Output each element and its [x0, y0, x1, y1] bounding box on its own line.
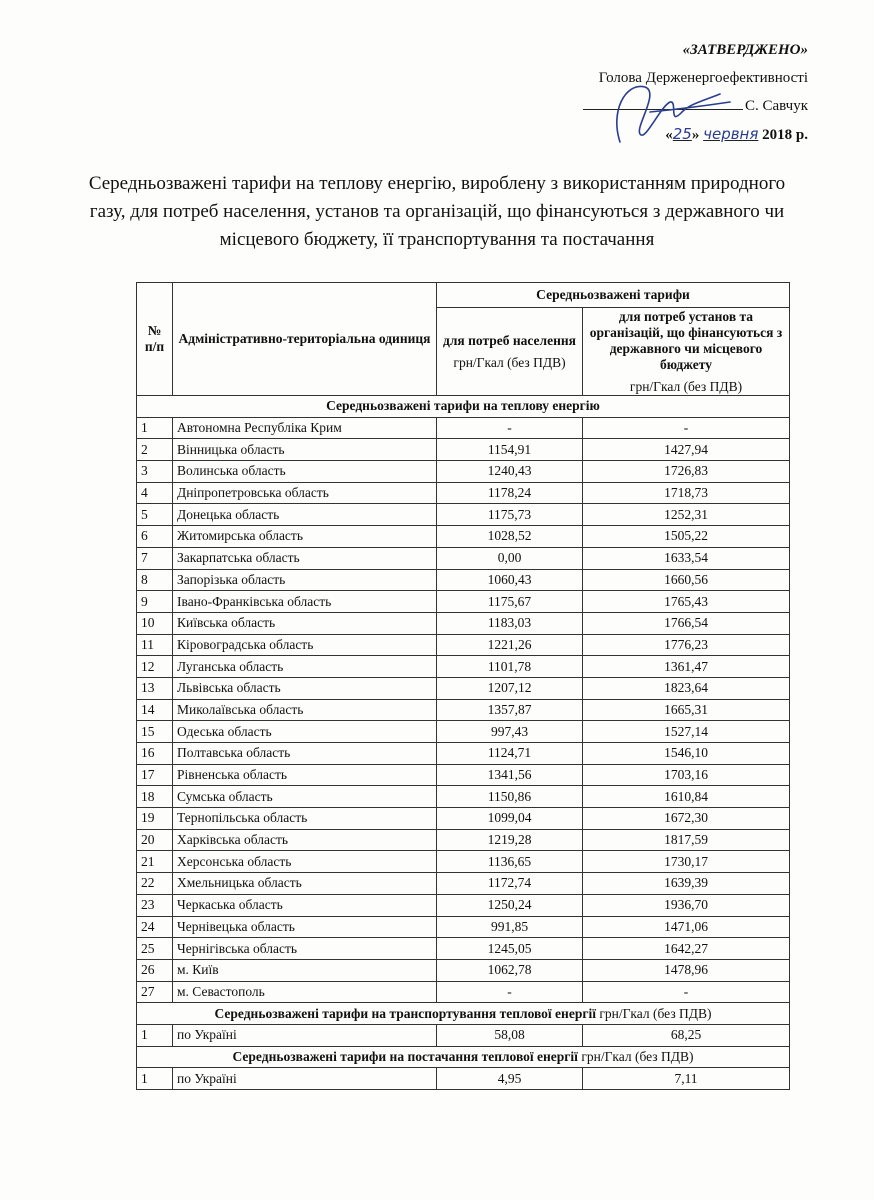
cell-institutions: 1471,06 — [583, 916, 790, 938]
table-row — [137, 591, 790, 613]
cell-institutions: 1766,54 — [583, 612, 790, 634]
header-institutions — [583, 308, 790, 396]
cell-population: 991,85 — [437, 916, 583, 938]
cell-population: 1172,74 — [437, 873, 583, 895]
section-transport-title — [137, 1003, 790, 1025]
table-row — [137, 808, 790, 830]
date-month: червня — [703, 125, 759, 143]
section-transport-row — [137, 1003, 790, 1025]
table-row — [137, 959, 790, 981]
cell-admin-unit: по Україні — [173, 1024, 437, 1046]
table-row — [137, 981, 790, 1003]
cell-institutions: 1665,31 — [583, 699, 790, 721]
table-row — [137, 569, 790, 591]
cell-no: 22 — [137, 873, 173, 895]
cell-no: 7 — [137, 547, 173, 569]
cell-population: 1136,65 — [437, 851, 583, 873]
cell-population: 58,08 — [437, 1024, 583, 1046]
cell-admin-unit: Київська область — [173, 612, 437, 634]
header-institutions-label: для потреб установ та організацій, що фінансуються з державного чи місцевого бюджету — [589, 308, 783, 372]
cell-no: 5 — [137, 504, 173, 526]
cell-no: 4 — [137, 482, 173, 504]
cell-institutions: 1610,84 — [583, 786, 790, 808]
cell-admin-unit: Херсонська область — [173, 851, 437, 873]
cell-institutions: 1823,64 — [583, 677, 790, 699]
cell-population: 1060,43 — [437, 569, 583, 591]
cell-population: 1219,28 — [437, 829, 583, 851]
cell-admin-unit: Сумська область — [173, 786, 437, 808]
date-open-quote: « — [665, 127, 673, 143]
cell-no: 1 — [137, 417, 173, 439]
approval-position: Голова Держенергоефективності — [598, 70, 808, 86]
table-row — [137, 938, 790, 960]
table-row — [137, 482, 790, 504]
cell-population: 1175,73 — [437, 504, 583, 526]
approval-signatory — [548, 92, 808, 120]
cell-no: 20 — [137, 829, 173, 851]
cell-institutions: 1718,73 — [583, 482, 790, 504]
cell-admin-unit: Івано-Франківська область — [173, 591, 437, 613]
cell-no: 24 — [137, 916, 173, 938]
cell-no: 2 — [137, 439, 173, 461]
cell-no: 11 — [137, 634, 173, 656]
cell-admin-unit: Автономна Республіка Крим — [173, 417, 437, 439]
cell-admin-unit: Дніпропетровська область — [173, 482, 437, 504]
cell-admin-unit: Луганська область — [173, 656, 437, 678]
cell-institutions: 7,11 — [583, 1068, 790, 1090]
cell-institutions: - — [583, 981, 790, 1003]
cell-no: 18 — [137, 786, 173, 808]
cell-no: 9 — [137, 591, 173, 613]
section-heat-row — [137, 396, 790, 418]
cell-institutions: 1730,17 — [583, 851, 790, 873]
cell-admin-unit: Волинська область — [173, 461, 437, 483]
document-title: Середньозважені тарифи на теплову енергію, вироблену з використанням природного газу, для потреб населення, установ та організацій, що фінансуються з державного чи місцевого бюджету, її транспортування та постачання — [88, 173, 786, 250]
cell-admin-unit: Чернівецька область — [173, 916, 437, 938]
date-day: 25 — [672, 125, 692, 143]
table-row — [137, 526, 790, 548]
table-row — [137, 829, 790, 851]
section-heat-title: Середньозважені тарифи на теплову енергію — [137, 396, 790, 418]
cell-population: 4,95 — [437, 1068, 583, 1090]
cell-institutions: 1776,23 — [583, 634, 790, 656]
header-population-unit: грн/Гкал (без ПДВ) — [453, 354, 566, 370]
cell-population: 1341,56 — [437, 764, 583, 786]
header-population — [437, 308, 583, 396]
cell-admin-unit: Житомирська область — [173, 526, 437, 548]
cell-institutions: 1252,31 — [583, 504, 790, 526]
cell-admin-unit: Тернопільська область — [173, 808, 437, 830]
cell-institutions: 1765,43 — [583, 591, 790, 613]
table-row — [137, 894, 790, 916]
table-row — [137, 743, 790, 765]
cell-population: 1183,03 — [437, 612, 583, 634]
signature-line — [583, 95, 743, 110]
table-row — [137, 851, 790, 873]
date-close-quote: » — [691, 127, 700, 143]
table-row — [137, 916, 790, 938]
cell-population: 1357,87 — [437, 699, 583, 721]
cell-no: 25 — [137, 938, 173, 960]
header-tariffs: Середньозважені тарифи — [437, 283, 790, 308]
cell-admin-unit: Рівненська область — [173, 764, 437, 786]
cell-institutions: 1660,56 — [583, 569, 790, 591]
table-row — [137, 786, 790, 808]
table-row — [137, 634, 790, 656]
cell-no: 1 — [137, 1068, 173, 1090]
cell-population: 1240,43 — [437, 461, 583, 483]
section-transport-label: Середньозважені тарифи на транспортування теплової енергії — [214, 1005, 596, 1021]
cell-institutions: - — [583, 417, 790, 439]
cell-no: 23 — [137, 894, 173, 916]
cell-population: 1250,24 — [437, 894, 583, 916]
table-row — [137, 699, 790, 721]
table-row — [137, 417, 790, 439]
cell-admin-unit: Кіровоградська область — [173, 634, 437, 656]
header-no: № п/п — [137, 283, 173, 396]
cell-no: 26 — [137, 959, 173, 981]
cell-admin-unit: Закарпатська область — [173, 547, 437, 569]
cell-institutions: 1817,59 — [583, 829, 790, 851]
cell-no: 21 — [137, 851, 173, 873]
approval-date — [548, 120, 808, 149]
cell-admin-unit: Запорізька область — [173, 569, 437, 591]
cell-population: 1099,04 — [437, 808, 583, 830]
cell-population: 997,43 — [437, 721, 583, 743]
cell-no: 17 — [137, 764, 173, 786]
table-row — [137, 721, 790, 743]
cell-population: 1150,86 — [437, 786, 583, 808]
cell-population: 1245,05 — [437, 938, 583, 960]
table-row — [137, 764, 790, 786]
table-row — [137, 656, 790, 678]
cell-admin-unit: Хмельницька область — [173, 873, 437, 895]
table-row — [137, 1024, 790, 1046]
table-row — [137, 1068, 790, 1090]
table-row — [137, 461, 790, 483]
cell-no: 12 — [137, 656, 173, 678]
cell-admin-unit: Харківська область — [173, 829, 437, 851]
cell-population: - — [437, 417, 583, 439]
cell-admin-unit: Вінницька область — [173, 439, 437, 461]
header-admin-unit: Адміністративно-територіальна одиниця — [173, 283, 437, 396]
section-supply-row — [137, 1046, 790, 1068]
table-row — [137, 612, 790, 634]
tariffs-table — [136, 282, 790, 1090]
cell-admin-unit: Чернігівська область — [173, 938, 437, 960]
cell-institutions: 1361,47 — [583, 656, 790, 678]
cell-population: 1178,24 — [437, 482, 583, 504]
cell-population: 1062,78 — [437, 959, 583, 981]
cell-population: 1175,67 — [437, 591, 583, 613]
cell-no: 3 — [137, 461, 173, 483]
cell-admin-unit: по Україні — [173, 1068, 437, 1090]
cell-population: 1124,71 — [437, 743, 583, 765]
cell-institutions: 68,25 — [583, 1024, 790, 1046]
cell-population: - — [437, 981, 583, 1003]
cell-admin-unit: Черкаська область — [173, 894, 437, 916]
table-row — [137, 873, 790, 895]
cell-no: 14 — [137, 699, 173, 721]
cell-no: 8 — [137, 569, 173, 591]
cell-population: 1154,91 — [437, 439, 583, 461]
cell-population: 1207,12 — [437, 677, 583, 699]
cell-no: 15 — [137, 721, 173, 743]
cell-institutions: 1642,27 — [583, 938, 790, 960]
cell-no: 27 — [137, 981, 173, 1003]
cell-institutions: 1427,94 — [583, 439, 790, 461]
cell-no: 13 — [137, 677, 173, 699]
section-transport-unit: грн/Гкал (без ПДВ) — [599, 1005, 712, 1021]
cell-institutions: 1703,16 — [583, 764, 790, 786]
table-row — [137, 439, 790, 461]
approval-name: С. Савчук — [744, 98, 808, 114]
cell-no: 6 — [137, 526, 173, 548]
cell-admin-unit: м. Севастополь — [173, 981, 437, 1003]
header-institutions-unit: грн/Гкал (без ПДВ) — [629, 378, 743, 394]
cell-institutions: 1633,54 — [583, 547, 790, 569]
cell-no: 1 — [137, 1024, 173, 1046]
cell-admin-unit: Полтавська область — [173, 743, 437, 765]
cell-institutions: 1527,14 — [583, 721, 790, 743]
cell-admin-unit: Львівська область — [173, 677, 437, 699]
cell-institutions: 1505,22 — [583, 526, 790, 548]
cell-no: 16 — [137, 743, 173, 765]
cell-admin-unit: м. Київ — [173, 959, 437, 981]
section-supply-label: Середньозважені тарифи на постачання теплової енергії — [232, 1048, 578, 1064]
table-row — [137, 677, 790, 699]
cell-institutions: 1936,70 — [583, 894, 790, 916]
section-supply-unit: грн/Гкал (без ПДВ) — [581, 1048, 694, 1064]
table-row — [137, 547, 790, 569]
cell-no: 10 — [137, 612, 173, 634]
table-row — [137, 504, 790, 526]
cell-institutions: 1639,39 — [583, 873, 790, 895]
header-population-label: для потреб населення — [443, 332, 576, 348]
cell-admin-unit: Одеська область — [173, 721, 437, 743]
cell-no: 19 — [137, 808, 173, 830]
section-supply-title — [137, 1046, 790, 1068]
cell-institutions: 1478,96 — [583, 959, 790, 981]
approval-heading: «ЗАТВЕРДЖЕНО» — [682, 42, 808, 58]
cell-institutions: 1726,83 — [583, 461, 790, 483]
cell-institutions: 1546,10 — [583, 743, 790, 765]
approval-block — [548, 36, 808, 149]
cell-population: 0,00 — [437, 547, 583, 569]
cell-institutions: 1672,30 — [583, 808, 790, 830]
cell-population: 1101,78 — [437, 656, 583, 678]
cell-admin-unit: Донецька область — [173, 504, 437, 526]
date-year: 2018 р. — [762, 127, 808, 143]
cell-population: 1221,26 — [437, 634, 583, 656]
cell-admin-unit: Миколаївська область — [173, 699, 437, 721]
cell-population: 1028,52 — [437, 526, 583, 548]
